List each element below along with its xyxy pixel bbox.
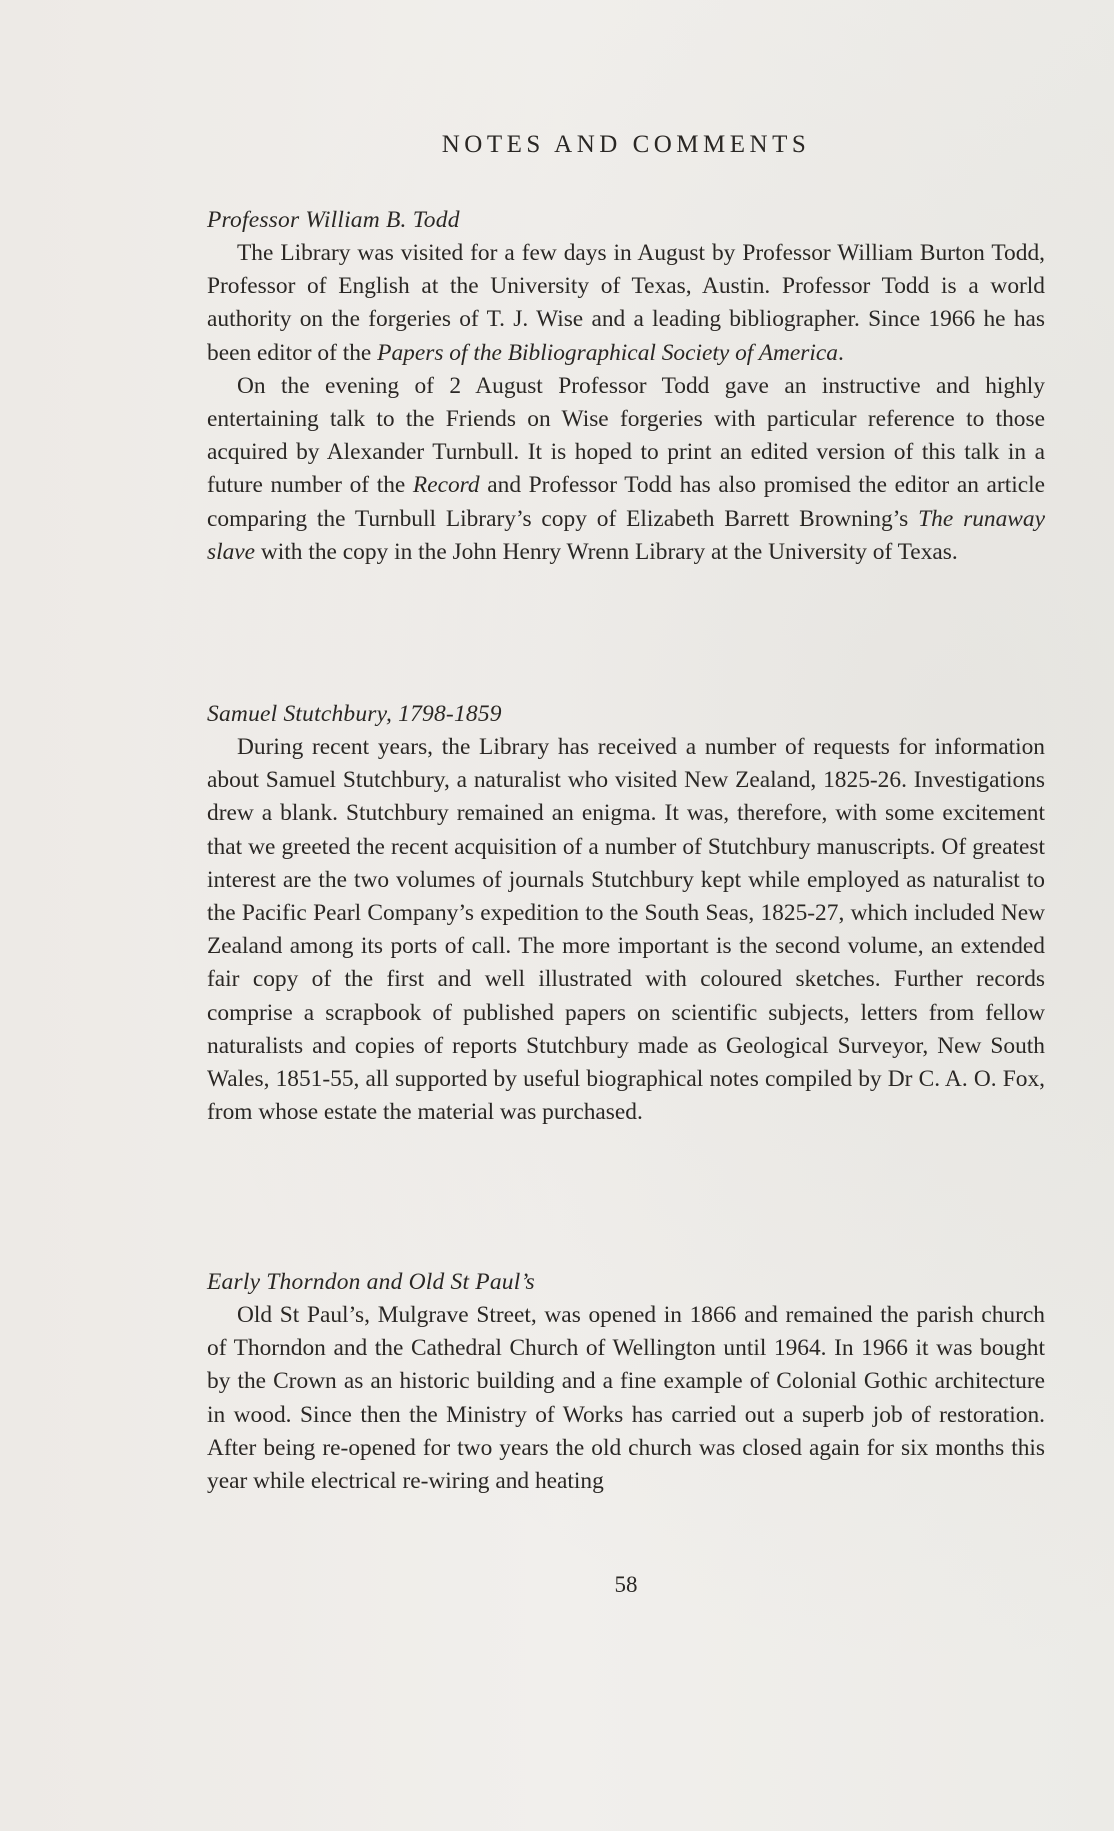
section-heading: Professor William B. Todd (207, 207, 460, 233)
section-heading: Samuel Stutchbury, 1798-1859 (207, 701, 502, 727)
text-run: and Professor Todd has also promised the editor an article comparing the Turnbull Library’s copy of Elizabeth Barrett Browning’s (207, 472, 1045, 532)
text-run: On the evening of 2 August Professor Todd gave an instructive and highly entertaining talk to the Friends on Wise forgeries with particular reference to those acquired by Alexander Turnbull. It is hoped to print an edited version of this talk in a future number of the (207, 372, 1045, 499)
paragraph (207, 1299, 1045, 1498)
text-run: Old St Paul’s, Mulgrave Street, was opened in 1866 and remained the parish church of Thorndon and the Cathedral Church of Wellington until 1964. In 1966 it was bought by the Crown as an historic building and a fine example of Colonial Gothic architecture in wood. Since then the Ministry of Works has carried out a superb job of restoration. After being re-opened for two years the old church was closed again for six months this year while electrical re-wiring and heating (207, 1302, 1045, 1495)
section-thorndon (207, 1265, 1045, 1498)
paragraph (207, 237, 1045, 370)
section-todd (207, 203, 1045, 569)
text-run: During recent years, the Library has received a number of requests for information about Samuel Stutchbury, a naturalist who visited New Zealand, 1825-26. Investigations drew a blank. Stutchbury remained an enigma. It was, therefore, with some excitement that we greeted the recent acquisition of a number of Stutchbury manuscripts. Of greatest interest are the two volumes of journals Stutchbury kept while employed as naturalist to the Pacific Pearl Company’s expedition to the South Seas, 1825-27, which included New Zealand among its ports of call. The more important is the second volume, an extended fair copy of the first and well illustrated with coloured sketches. Further records comprise a scrapbook of published papers on scientific subjects, letters from fellow naturalists and copies of reports Stutchbury made as Geological Surveyor, New South Wales, 1851-55, all supported by useful biographical notes compiled by Dr C. A. O. Fox, from whose estate the material was purchased. (207, 734, 1045, 1126)
italic-text: Record (412, 472, 480, 499)
paragraph (207, 731, 1045, 1129)
page-number: 58 (614, 1572, 638, 1597)
section-heading: Early Thorndon and Old St Paul’s (207, 1269, 535, 1295)
italic-text: The runaway slave (207, 505, 1045, 565)
text-run: with the copy in the John Henry Wrenn Library at the University of Texas. (255, 538, 958, 565)
paragraph (207, 370, 1045, 569)
text-run: The Library was visited for a few days in August by Professor William Burton Todd, Professor of English at the University of Texas, Austin. Professor Todd is a world authority on the forgeries of T. J. Wise and a leading bibliographer. Since 1966 he has been editor of the (207, 240, 1045, 366)
text-run: . (837, 339, 844, 366)
running-head: NOTES AND COMMENTS (441, 131, 811, 158)
italic-text: Papers of the Bibliographical Society of America (377, 339, 838, 366)
section-stutchbury (207, 697, 1045, 1129)
